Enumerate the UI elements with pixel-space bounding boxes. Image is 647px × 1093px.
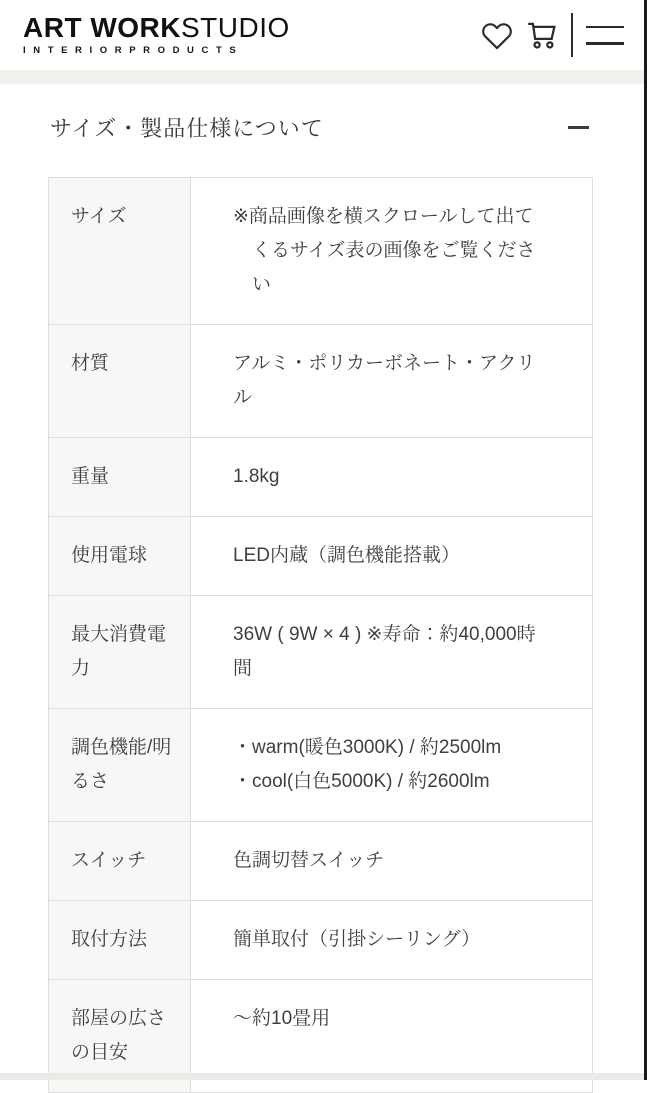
- spec-value-line: ・cool(白色5000K) / 約2600lm: [233, 771, 490, 792]
- table-row: [49, 900, 592, 979]
- table-row: [49, 324, 592, 437]
- logo-text-light: STUDIO: [180, 12, 290, 44]
- table-row: [49, 178, 592, 324]
- logo[interactable]: [23, 14, 290, 56]
- site-header: [0, 0, 647, 70]
- spec-row-value: [191, 822, 592, 900]
- hamburger-icon: [586, 26, 624, 45]
- content-card: [0, 84, 647, 1093]
- section-title: サイズ・製品仕様について: [50, 116, 324, 141]
- spec-row-label: 部屋の広さの目安: [49, 980, 191, 1092]
- spec-value-line: 36W ( 9W × 4 ) ※寿命：約40,000時間: [233, 624, 536, 679]
- spec-value-line: アルミ・ポリカーボネート・アクリル: [233, 353, 536, 408]
- spec-row-label: 最大消費電力: [49, 596, 191, 708]
- spec-value-line: ～約10畳用: [233, 1008, 331, 1029]
- table-row: [49, 821, 592, 900]
- spec-row-label: スイッチ: [49, 822, 191, 900]
- spec-row-label: サイズ: [49, 178, 191, 324]
- spec-value-line: LED内蔵（調色機能搭載）: [233, 545, 460, 566]
- table-row: [49, 516, 592, 595]
- logo-subtitle: INTERIORPRODUCTS: [23, 45, 244, 57]
- spec-row-value: [191, 325, 592, 437]
- page-background-band: [0, 70, 647, 84]
- accordion-size-specs[interactable]: [0, 104, 647, 143]
- spec-value-line: ・warm(暖色3000K) / 約2500lm: [233, 737, 502, 758]
- cart-icon: [522, 17, 560, 53]
- spec-row-value: [191, 178, 592, 324]
- spec-value-line: 1.8kg: [233, 466, 280, 487]
- header-divider: [571, 13, 573, 57]
- spec-row-label: 材質: [49, 325, 191, 437]
- spec-row-label: 取付方法: [49, 901, 191, 979]
- spec-row-label: 調色機能/明るさ: [49, 709, 191, 821]
- menu-button[interactable]: [583, 13, 627, 57]
- table-row: [49, 437, 592, 516]
- spec-table: [48, 177, 593, 1093]
- table-row: [49, 708, 592, 821]
- spec-row-value: [191, 438, 592, 516]
- spec-row-value: [191, 709, 592, 821]
- logo-wordmark: [23, 14, 290, 42]
- spec-row-label: 使用電球: [49, 517, 191, 595]
- logo-text-bold: ART WORK: [23, 12, 181, 44]
- spec-row-value: [191, 517, 592, 595]
- spec-row-value: [191, 596, 592, 708]
- spec-value-line: 簡単取付（引掛シーリング）: [233, 929, 481, 950]
- spec-row-label: 重量: [49, 438, 191, 516]
- cart-button[interactable]: [519, 13, 563, 57]
- bottom-band: [0, 1073, 647, 1080]
- heart-icon: [480, 19, 514, 51]
- minus-icon: [568, 126, 589, 129]
- wishlist-button[interactable]: [475, 13, 519, 57]
- spec-value-line: 色調切替スイッチ: [233, 850, 385, 871]
- table-row: [49, 595, 592, 708]
- spec-value-line: ※商品画像を横スクロールして出てくるサイズ表の画像をご覧ください: [233, 206, 536, 295]
- spec-row-value: [191, 901, 592, 979]
